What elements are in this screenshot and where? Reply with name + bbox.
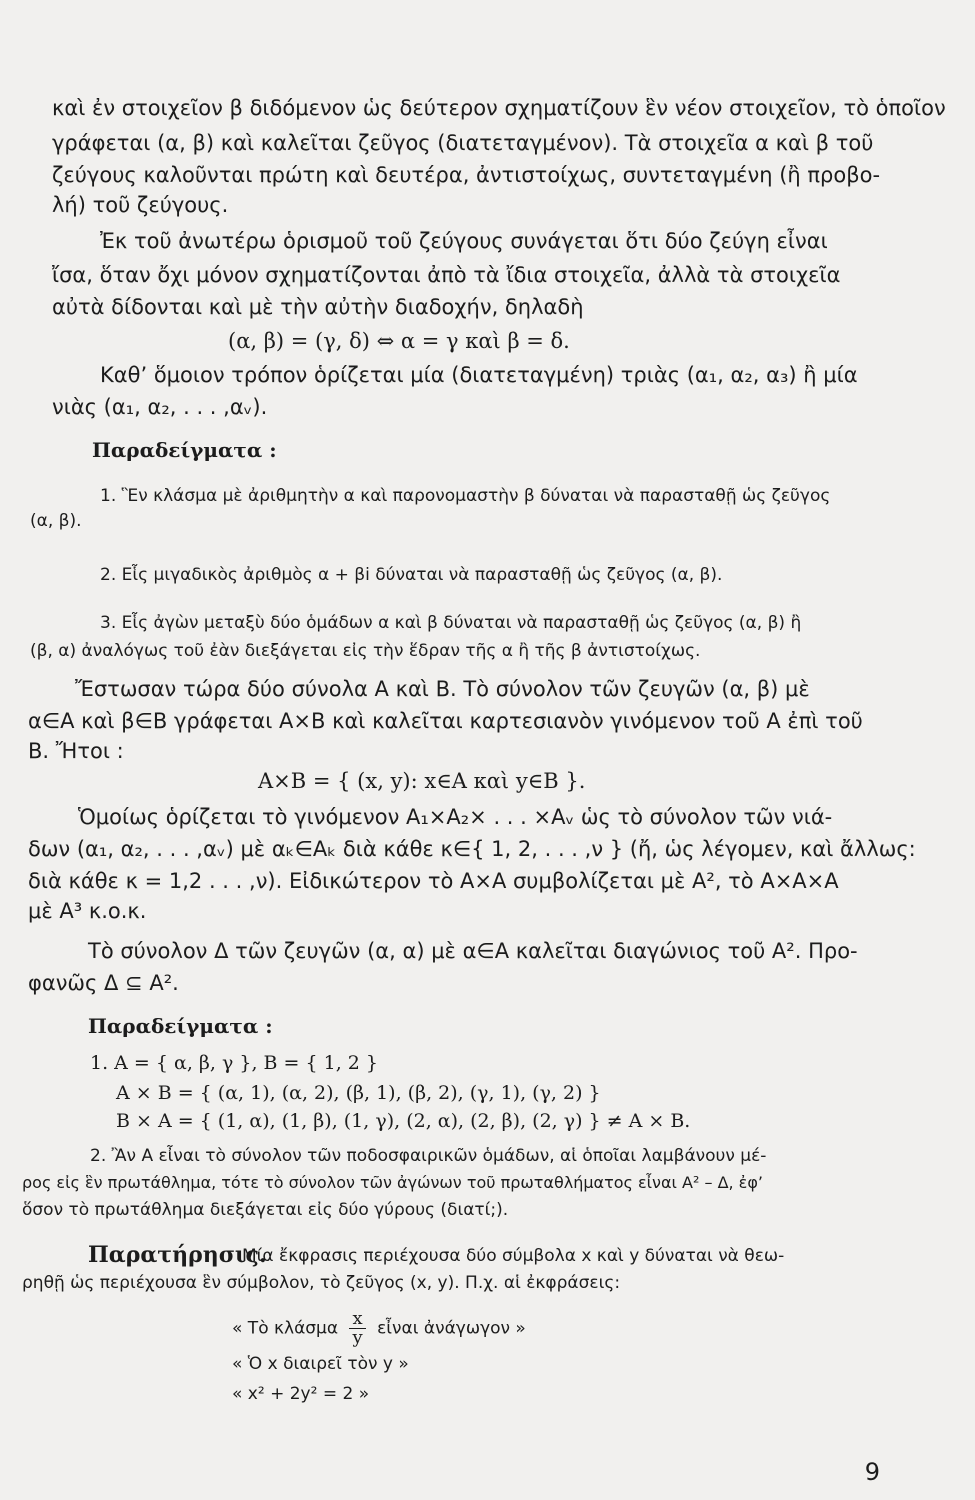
example-line: (α, β). <box>30 511 82 531</box>
example-line: ρος εἰς ἓν πρωτάθλημα, τότε τὸ σύνολον τῶν ἀγώνων τοῦ πρωταθλήματος εἶναι Α² – Δ, ἐφ’ <box>22 1173 763 1192</box>
fraction-numerator: x <box>349 1310 365 1329</box>
example-formula: Β × Α = { (1, α), (1, β), (1, γ), (2, α), (2, β), (2, γ) } ≠ Α × Β. <box>116 1110 691 1132</box>
text-line: δων (α₁, α₂, . . . ,αᵥ) μὲ αₖ∈Αₖ διὰ κάθε κ∈{ 1, 2, . . . ,ν } (ἤ, ὡς λέγομεν, καὶ ἄλλως: <box>28 837 916 861</box>
example-expression: « Ὁ x διαιρεῖ τὸν y » <box>232 1354 409 1374</box>
example-line: ὅσον τὸ πρωτάθλημα διεξάγεται εἰς δύο γύρους (διατί;). <box>22 1200 509 1220</box>
example-line: 3. Εἷς ἀγὼν μεταξὺ δύο ὁμάδων α καὶ β δύναται νὰ παρασταθῇ ὡς ζεῦγος (α, β) ἢ <box>100 613 802 633</box>
text-line: Τὸ σύνολον Δ τῶν ζευγῶν (α, α) μὲ α∈Α καλεῖται διαγώνιος τοῦ Α². Προ- <box>88 939 858 963</box>
expression-text: « Τὸ κλάσμα <box>232 1318 339 1339</box>
example-expression <box>232 1310 526 1347</box>
example-formula: 1. Α = { α, β, γ }, Β = { 1, 2 } <box>90 1052 379 1074</box>
example-formula: Α × Β = { (α, 1), (α, 2), (β, 1), (β, 2), (γ, 1), (γ, 2) } <box>116 1082 601 1104</box>
text-line: Β. Ἤτοι : <box>28 739 124 763</box>
text-line: διὰ κάθε κ = 1,2 . . . ,ν). Εἰδικώτερον τὸ Α×Α συμβολίζεται μὲ Α², τὸ Α×Α×Α <box>28 869 839 893</box>
section-heading: Παραδείγματα : <box>92 438 277 462</box>
text-line: αὐτὰ δίδονται καὶ μὲ τὴν αὐτὴν διαδοχήν, δηλαδὴ <box>52 295 584 319</box>
text-line: Καθ’ ὅμοιον τρόπον ὁρίζεται μία (διατεταγμένη) τριὰς (α₁, α₂, α₃) ἢ μία <box>100 363 858 387</box>
remark-line: ρηθῇ ὡς περιέχουσα ἓν σύμβολον, τὸ ζεῦγος (x, y). Π.χ. αἱ ἐκφράσεις: <box>22 1273 621 1293</box>
section-heading: Παραδείγματα : <box>88 1014 273 1038</box>
example-line: 2. Ἂν Α εἶναι τὸ σύνολον τῶν ποδοσφαιρικῶν ὁμάδων, αἱ ὁποῖαι λαμβάνουν μέ- <box>90 1146 767 1166</box>
cartesian-product-formula: Α×Β = { (x, y): x∈Α καὶ y∈Β }. <box>258 769 586 793</box>
text-line: ζεύγους καλοῦνται πρώτη καὶ δευτέρα, ἀντιστοίχως, συντεταγμένη (ἢ προβο- <box>52 163 881 187</box>
text-line: α∈Α καὶ β∈Β γράφεται Α×Β καὶ καλεῖται καρτεσιανὸν γινόμενον τοῦ Α ἐπὶ τοῦ <box>28 709 863 733</box>
example-expression: « x² + 2y² = 2 » <box>232 1384 370 1404</box>
text-line: λή) τοῦ ζεύγους. <box>52 193 229 217</box>
text-line: καὶ ἐν στοιχεῖον β διδόμενον ὡς δεύτερον σχηματίζουν ἓν νέον στοιχεῖον, τὸ ὁποῖον <box>52 96 946 120</box>
text-line: Ἐκ τοῦ ἀνωτέρω ὁρισμοῦ τοῦ ζεύγους συνάγεται ὅτι δύο ζεύγη εἶναι <box>100 229 828 253</box>
fraction <box>349 1310 365 1347</box>
text-line: φανῶς Δ ⊆ Α². <box>28 971 179 995</box>
text-line: γράφεται (α, β) καὶ καλεῖται ζεῦγος (διατεταγμένον). Τὰ στοιχεῖα α καὶ β τοῦ <box>52 131 874 155</box>
text-line: Ὁμοίως ὁρίζεται τὸ γινόμενον Α₁×Α₂× . . . ×Αᵥ ὡς τὸ σύνολον τῶν νιά- <box>78 805 833 829</box>
example-line: 2. Εἷς μιγαδικὸς ἀριθμὸς α + βi δύναται νὰ παρασταθῇ ὡς ζεῦγος (α, β). <box>100 565 723 585</box>
page-number: 9 <box>864 1458 880 1486</box>
text-line: Ἔστωσαν τώρα δύο σύνολα Α καὶ Β. Τὸ σύνολον τῶν ζευγῶν (α, β) μὲ <box>75 677 810 701</box>
remark-line: Μία ἔκφρασις περιέχουσα δύο σύμβολα x καὶ y δύναται νὰ θεω- <box>242 1246 785 1266</box>
example-line: (β, α) ἀναλόγως τοῦ ἐὰν διεξάγεται εἰς τὴν ἕδραν τῆς α ἢ τῆς β ἀντιστοίχως. <box>30 641 701 661</box>
equality-formula: (α, β) = (γ, δ) ⇔ α = γ καὶ β = δ. <box>228 329 570 353</box>
text-line: ἴσα, ὅταν ὄχι μόνον σχηματίζονται ἀπὸ τὰ ἴδια στοιχεῖα, ἀλλὰ τὰ στοιχεῖα <box>52 263 841 287</box>
text-line: μὲ Α³ κ.ο.κ. <box>28 899 147 923</box>
remark-heading: Παρατήρησις. <box>88 1242 267 1268</box>
fraction-denominator: y <box>352 1327 363 1348</box>
expression-text: εἶναι ἀνάγωγον » <box>377 1318 526 1339</box>
text-line: νιὰς (α₁, α₂, . . . ,αᵥ). <box>52 395 268 419</box>
example-line: 1. Ἓν κλάσμα μὲ ἀριθμητὴν α καὶ παρονομαστὴν β δύναται νὰ παρασταθῇ ὡς ζεῦγος <box>100 486 831 506</box>
